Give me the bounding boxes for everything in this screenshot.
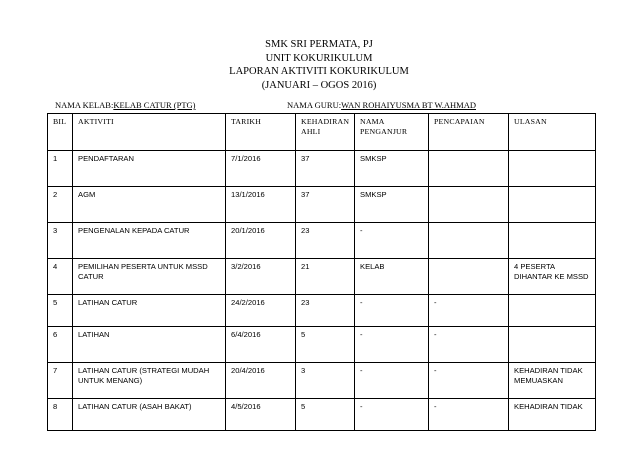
- cell-tarikh: 4/5/2016: [226, 399, 296, 431]
- column-header-aktiviti: AKTIVITI: [73, 114, 226, 151]
- table-row: [48, 399, 596, 431]
- report-period: (JANUARI – OGOS 2016): [261, 79, 377, 91]
- cell-bil: 7: [48, 363, 73, 399]
- cell-bil: 4: [48, 259, 73, 295]
- teacher-name-label: NAMA GURU:: [287, 100, 342, 110]
- cell-pencapaian: -: [429, 399, 509, 431]
- cell-kehadiran: 3: [296, 363, 355, 399]
- cell-kehadiran: 37: [296, 151, 355, 187]
- cell-ulasan: [509, 295, 596, 327]
- activity-report-table: [47, 113, 596, 431]
- cell-pencapaian: [429, 151, 509, 187]
- column-header-penganjur: NAMA PENGANJUR: [355, 114, 429, 151]
- cell-kehadiran: 23: [296, 295, 355, 327]
- cell-tarikh: 7/1/2016: [226, 151, 296, 187]
- club-name-label: NAMA KELAB:: [55, 100, 114, 110]
- cell-ulasan: KEHADIRAN TIDAK: [509, 399, 596, 431]
- cell-ulasan: [509, 327, 596, 363]
- cell-penganjur: KELAB: [355, 259, 429, 295]
- cell-kehadiran: 5: [296, 399, 355, 431]
- cell-bil: 5: [48, 295, 73, 327]
- teacher-name-field: [287, 100, 476, 111]
- column-header-kehadiran: KEHADIRAN AHLI: [296, 114, 355, 151]
- cell-kehadiran: 37: [296, 187, 355, 223]
- column-header-bil: BIL: [48, 114, 73, 151]
- cell-penganjur: -: [355, 363, 429, 399]
- cell-pencapaian: [429, 259, 509, 295]
- cell-ulasan: [509, 151, 596, 187]
- cell-tarikh: 13/1/2016: [226, 187, 296, 223]
- table-row: [48, 151, 596, 187]
- cell-aktiviti: PENGENALAN KEPADA CATUR: [73, 223, 226, 259]
- cell-pencapaian: [429, 187, 509, 223]
- cell-aktiviti: AGM: [73, 187, 226, 223]
- cell-ulasan: KEHADIRAN TIDAK MEMUASKAN: [509, 363, 596, 399]
- column-header-pencapaian: PENCAPAIAN: [429, 114, 509, 151]
- club-name-value: KELAB CATUR (PTG): [113, 100, 196, 110]
- cell-bil: 3: [48, 223, 73, 259]
- table-row: [48, 187, 596, 223]
- cell-pencapaian: [429, 223, 509, 259]
- cell-pencapaian: -: [429, 327, 509, 363]
- cell-kehadiran: 23: [296, 223, 355, 259]
- cell-tarikh: 20/4/2016: [226, 363, 296, 399]
- cell-penganjur: SMKSP: [355, 151, 429, 187]
- cell-penganjur: -: [355, 327, 429, 363]
- table-row: [48, 259, 596, 295]
- cell-bil: 2: [48, 187, 73, 223]
- cell-kehadiran: 21: [296, 259, 355, 295]
- cell-ulasan: [509, 187, 596, 223]
- cell-tarikh: 24/2/2016: [226, 295, 296, 327]
- cell-penganjur: -: [355, 223, 429, 259]
- report-title-block: [0, 38, 638, 92]
- cell-penganjur: -: [355, 399, 429, 431]
- cell-aktiviti: LATIHAN: [73, 327, 226, 363]
- table-row: [48, 223, 596, 259]
- cell-tarikh: 20/1/2016: [226, 223, 296, 259]
- cell-tarikh: 6/4/2016: [226, 327, 296, 363]
- cell-pencapaian: -: [429, 363, 509, 399]
- table-header-row: [48, 114, 596, 151]
- cell-aktiviti: LATIHAN CATUR: [73, 295, 226, 327]
- school-name: SMK SRI PERMATA, PJ: [265, 39, 373, 50]
- cell-tarikh: 3/2/2016: [226, 259, 296, 295]
- cell-aktiviti: PEMILIHAN PESERTA UNTUK MSSD CATUR: [73, 259, 226, 295]
- cell-ulasan: 4 PESERTA DIHANTAR KE MSSD: [509, 259, 596, 295]
- cell-kehadiran: 5: [296, 327, 355, 363]
- table-row: [48, 295, 596, 327]
- table-row: [48, 327, 596, 363]
- cell-bil: 6: [48, 327, 73, 363]
- cell-bil: 8: [48, 399, 73, 431]
- column-header-ulasan: ULASAN: [509, 114, 596, 151]
- cell-aktiviti: PENDAFTARAN: [73, 151, 226, 187]
- report-title: LAPORAN AKTIVITI KOKURIKULUM: [229, 66, 409, 77]
- cell-penganjur: SMKSP: [355, 187, 429, 223]
- cell-bil: 1: [48, 151, 73, 187]
- table-row: [48, 363, 596, 399]
- unit-name: UNIT KOKURIKULUM: [265, 52, 373, 64]
- cell-pencapaian: -: [429, 295, 509, 327]
- cell-penganjur: -: [355, 295, 429, 327]
- cell-ulasan: [509, 223, 596, 259]
- cell-aktiviti: LATIHAN CATUR (ASAH BAKAT): [73, 399, 226, 431]
- column-header-tarikh: TARIKH: [226, 114, 296, 151]
- cell-aktiviti: LATIHAN CATUR (STRATEGI MUDAH UNTUK MENANG): [73, 363, 226, 399]
- teacher-name-value: WAN ROHAIYUSMA BT W.AHMAD: [341, 100, 476, 110]
- club-name-field: [55, 100, 196, 111]
